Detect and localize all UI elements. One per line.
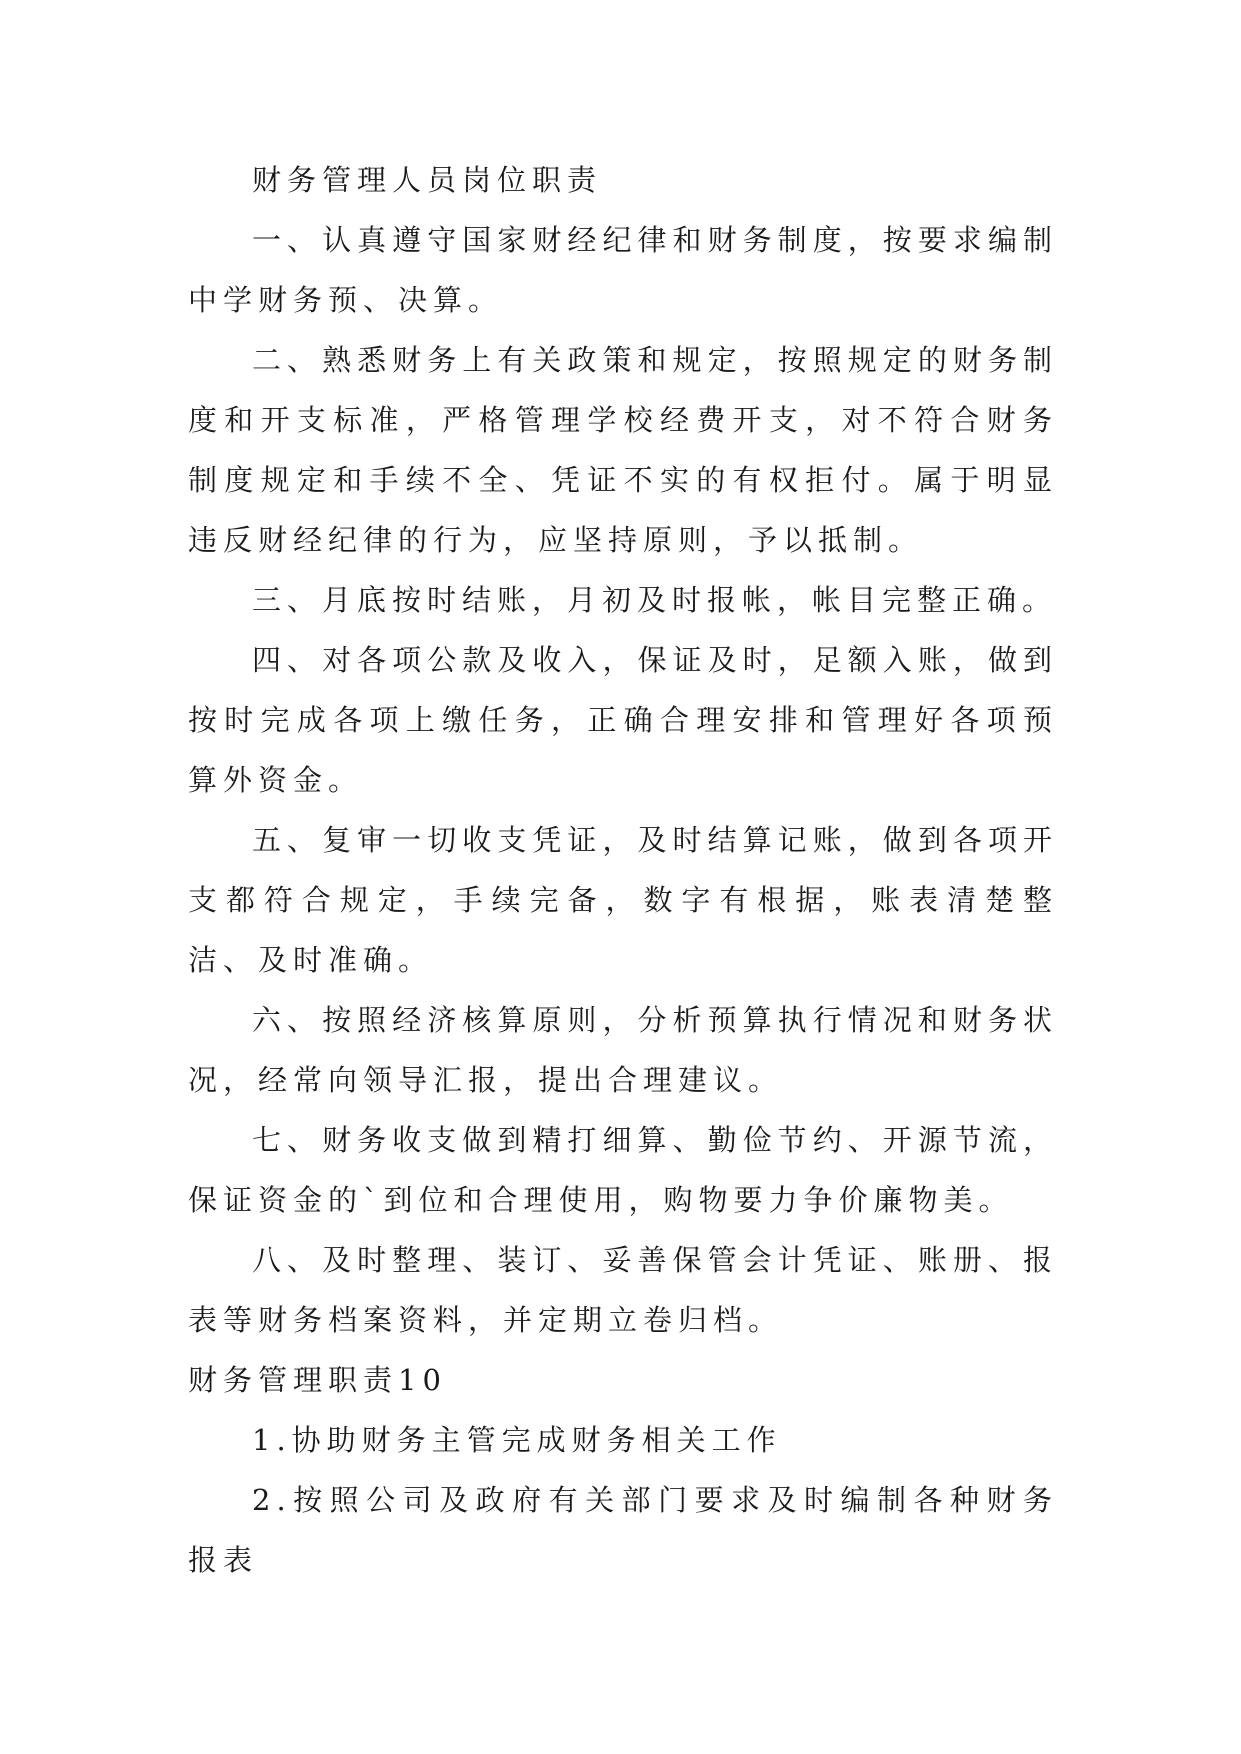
paragraph-item-6: 六、按照经济核算原则，分析预算执行情况和财务状况，经常向领导汇报，提出合理建议。: [188, 1003, 1058, 1097]
paragraph-item-5: 五、复审一切收支凭证，及时结算记账，做到各项开支都符合规定，手续完备，数字有根据，账表清楚整洁、及时准确。: [188, 823, 1058, 977]
document-page: [188, 150, 1058, 1590]
paragraph-item-4: 四、对各项公款及收入，保证及时，足额入账，做到按时完成各项上缴任务，正确合理安排和管理好各项预算外资金。: [188, 643, 1058, 797]
paragraph-item-1: 一、认真遵守国家财经纪律和财务制度，按要求编制中学财务预、决算。: [188, 223, 1058, 317]
section-heading: 财务管理职责10: [188, 1363, 447, 1397]
section-title: 财务管理人员岗位职责: [252, 163, 603, 197]
paragraph-item-2: 二、熟悉财务上有关政策和规定，按照规定的财务制度和开支标准，严格管理学校经费开支，对不符合财务制度规定和手续不全、凭证不实的有权拒付。属于明显违反财经纪律的行为，应坚持原则，予以抵制。: [188, 343, 1058, 557]
duty-item-2: 2.按照公司及政府有关部门要求及时编制各种财务报表: [188, 1483, 1058, 1577]
paragraph-item-7: 七、财务收支做到精打细算、勤俭节约、开源节流，保证资金的`到位和合理使用，购物要力争价廉物美。: [188, 1123, 1058, 1217]
paragraph-item-3: 三、月底按时结账，月初及时报帐，帐目完整正确。: [252, 583, 1058, 617]
duty-item-1: 1.协助财务主管完成财务相关工作: [252, 1423, 782, 1457]
paragraph-item-8: 八、及时整理、装订、妥善保管会计凭证、账册、报表等财务档案资料，并定期立卷归档。: [188, 1243, 1058, 1337]
